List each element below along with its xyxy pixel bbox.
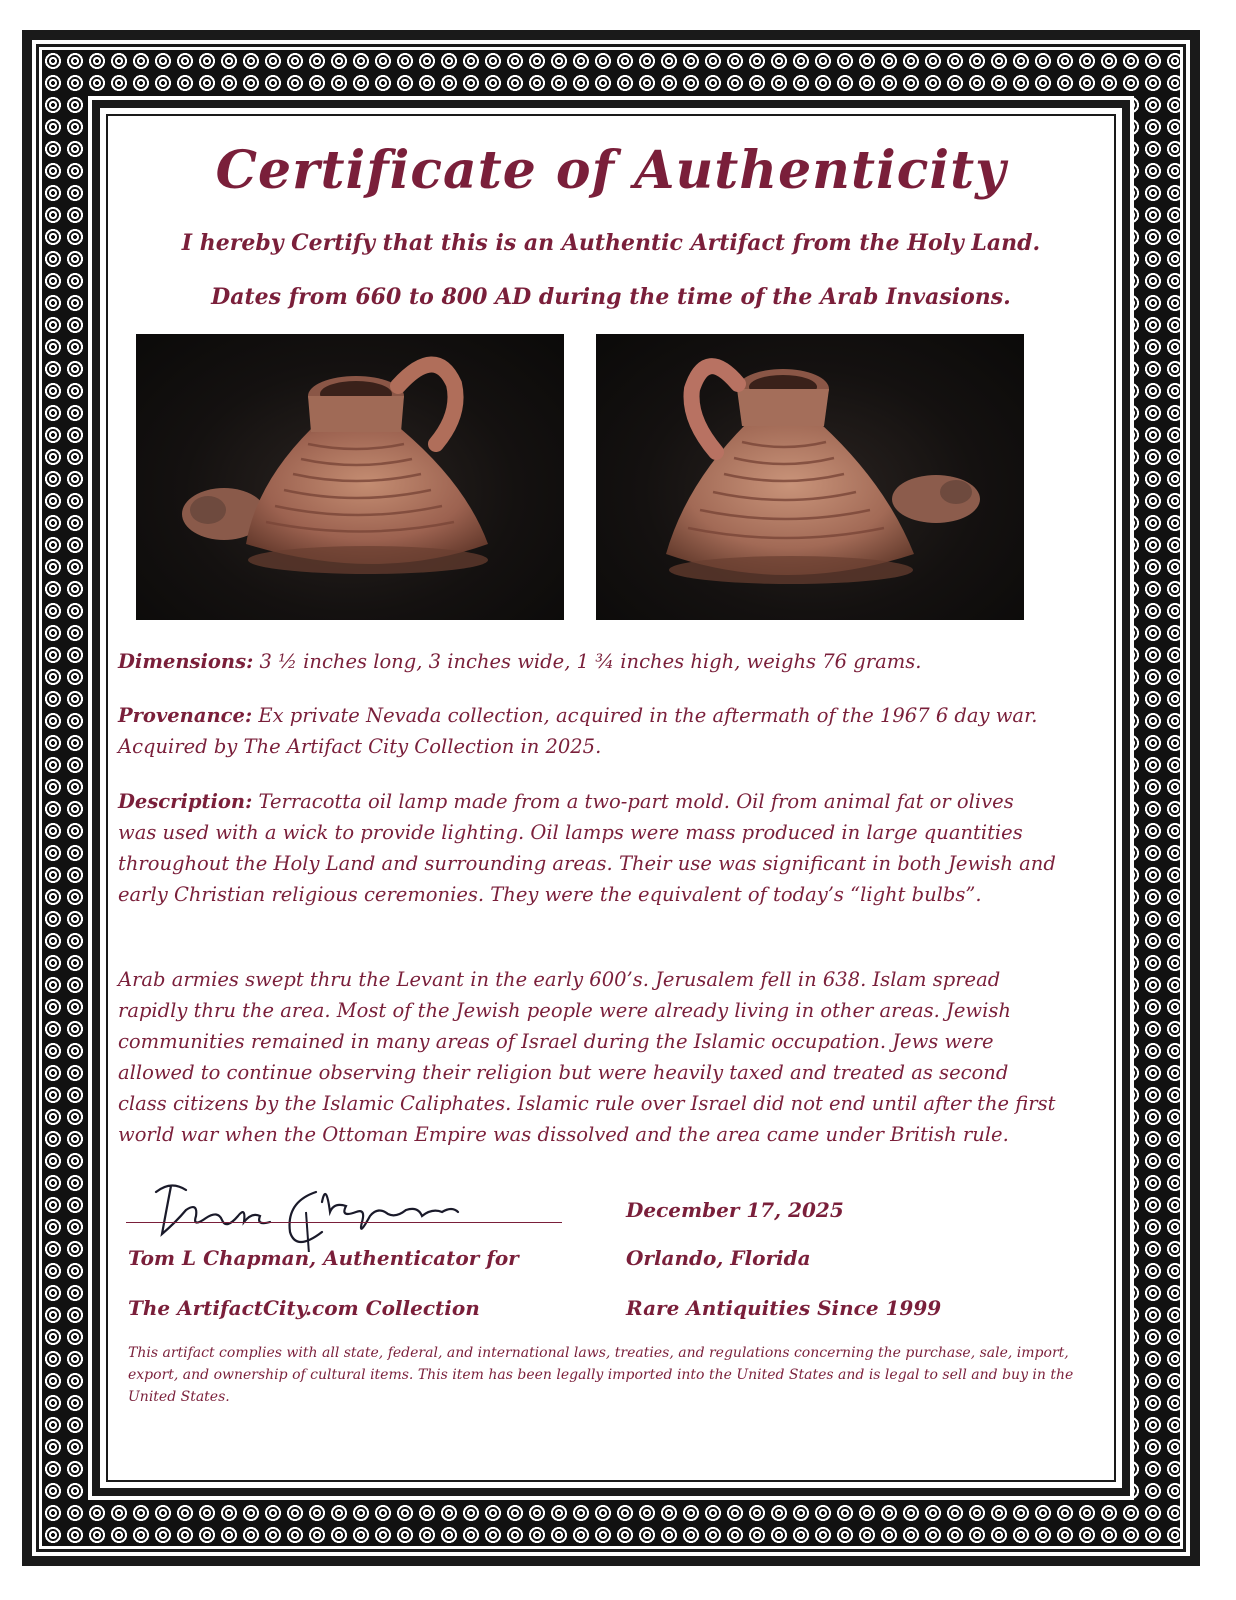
history-paragraph: Arab armies swept thru the Levant in the early 600’s. Jerusalem fell in 638. Islam spread rapidly thru the area. Most of the Jewish people were already living in other areas. Jewish communities remained in many areas of Israel during the Islamic occupation. Jews were allowed to continue observing their religion but were heavily taxed and treated as second class citizens by the Islamic Caliphates. Islamic rule over Israel did not end until after the first world war when the Ottoman Empire was dissolved and the area came under British rule. [118, 968, 1056, 1146]
provenance-text: Ex private Nevada collection, acquired in the aftermath of the 1967 6 day war. Acquired by The Artifact City Collection in 2025. [118, 704, 1038, 758]
legal-compliance-note: This artifact complies with all state, federal, and international laws, treaties, and regulations concerning the purchase, sale, import, export, and ownership of cultural items. This item has been legally imported into the United States and is legal to sell and buy in the United States. [128, 1345, 1074, 1405]
oil-lamp-image-right [596, 334, 1024, 620]
description-label: Description: [118, 790, 253, 813]
signature-line [126, 1222, 562, 1223]
certificate-date: December 17, 2025 [626, 1198, 844, 1222]
certificate-content [112, 120, 1110, 1476]
oil-lamp-image-left [136, 334, 564, 620]
certificate-location: Orlando, Florida [626, 1246, 811, 1270]
certify-statement: I hereby Certify that this is an Authentic Artifact from the Holy Land. [181, 230, 1041, 256]
date-range-statement: Dates from 660 to 800 AD during the time of the Arab Invasions. [211, 284, 1011, 310]
signer-name: Tom L Chapman, Authenticator for [128, 1246, 519, 1270]
oil-lamp-photo-left [136, 334, 564, 620]
dimensions-text: 3 ½ inches long, 3 inches wide, 1 ¾ inches high, weighs 76 grams. [253, 650, 922, 673]
provenance-label: Provenance: [118, 704, 253, 727]
certificate-title: Certificate of Authenticity [215, 140, 1007, 201]
oil-lamp-photo-right [596, 334, 1024, 620]
dimensions-label: Dimensions: [118, 650, 254, 673]
business-tagline: Rare Antiquities Since 1999 [626, 1296, 942, 1320]
dimensions-paragraph [118, 646, 1058, 677]
handwritten-signature [126, 1172, 566, 1252]
description-text: Terracotta oil lamp made from a two-part mold. Oil from animal fat or olives was used with a wick to provide lighting. Oil lamps were mass produced in large quantities throughout the Holy Land and surrounding areas. Their use was significant in both Jewish and early Christian religious ceremonies. They were the equivalent of today’s “light bulbs”. [118, 790, 1056, 906]
description-paragraph [118, 786, 1058, 910]
signer-organization: The ArtifactCity.com Collection [128, 1296, 480, 1320]
provenance-paragraph [118, 700, 1058, 762]
